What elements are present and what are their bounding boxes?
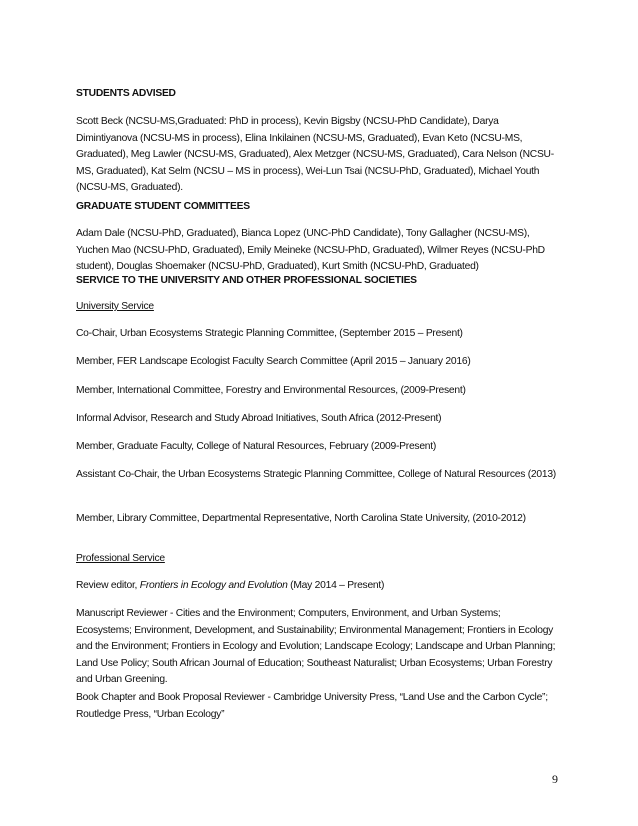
university-item: Member, International Committee, Forestry and Environmental Resources, (2009-Present): [76, 385, 466, 396]
university-item: Member, Graduate Faculty, College of Natural Resources, February (2009-Present): [76, 441, 437, 452]
review-suffix: (May 2014 – Present): [287, 580, 385, 591]
university-item: Informal Advisor, Research and Study Abroad Initiatives, South Africa (2012-Present): [76, 413, 442, 424]
service-heading: SERVICE TO THE UNIVERSITY AND OTHER PROFESSIONAL SOCIETIES: [76, 275, 417, 286]
graduate-committees-heading: GRADUATE STUDENT COMMITTEES: [76, 201, 250, 212]
page-number: 9: [552, 772, 558, 786]
students-advised-heading: STUDENTS ADVISED: [76, 88, 176, 99]
graduate-committees-text: Adam Dale (NCSU-PhD, Graduated), Bianca Lopez (UNC-PhD Candidate), Tony Gallagher (NCSU-MS), Yuchen Mao (NCSU-PhD, Graduated), Emily Meineke (NCSU-PhD, Graduated), Wilmer Reyes (NCSU-PhD student), Douglas Shoemaker (NCSU-PhD, Graduated), Kurt Smith (NCSU-PhD, Graduated): [76, 228, 545, 273]
review-editor-item: [76, 578, 556, 595]
university-item: Member, FER Landscape Ecologist Faculty Search Committee (April 2015 – January 2016): [76, 356, 471, 367]
review-prefix: Review editor,: [76, 580, 140, 591]
university-service-label: University Service: [76, 301, 154, 312]
students-advised-text: Scott Beck (NCSU-MS,Graduated: PhD in process), Kevin Bigsby (NCSU-PhD Candidate), Darya Dimintiyanova (NCSU-MS in process), Elina Inkilainen (NCSU-MS, Graduated), Evan Keto (NCSU-MS, Graduated), Meg Lawler (NCSU-MS, Graduated), Alex Metzger (NCSU-MS, Graduated), Cara Nelson (NCSU-MS, Graduated), Kat Selm (NCSU – MS in process), Wei-Lun Tsai (NCSU-PhD, Graduated), Michael Youth (NCSU-MS, Graduated).: [76, 116, 554, 194]
university-item: Assistant Co-Chair, the Urban Ecosystems Strategic Planning Committee, College of Natural Resources (2013): [76, 469, 556, 480]
review-journal: Frontiers in Ecology and Evolution: [139, 580, 288, 591]
professional-service-label: Professional Service: [76, 553, 165, 564]
university-item: Member, Library Committee, Departmental Representative, North Carolina State University, (2010-2012): [76, 513, 526, 524]
university-item: Co-Chair, Urban Ecosystems Strategic Planning Committee, (September 2015 – Present): [76, 328, 463, 339]
manuscript-reviewer-item: Manuscript Reviewer - Cities and the Environment; Computers, Environment, and Urban Systems; Ecosystems; Environment, Development, and Sustainability; Environmental Management; Frontiers in Ecology and the Environment; Frontiers in Ecology and Evolution; Landscape Ecology; Landscape and Urban Planning; Land Use Policy; South African Journal of Education; Southeast Naturalist; Urban Ecosystems; Urban Forestry and Urban Greening.: [76, 608, 556, 686]
book-reviewer-item: Book Chapter and Book Proposal Reviewer - Cambridge University Press, “Land Use and the Carbon Cycle”; Routledge Press, “Urban Ecology”: [76, 692, 548, 720]
